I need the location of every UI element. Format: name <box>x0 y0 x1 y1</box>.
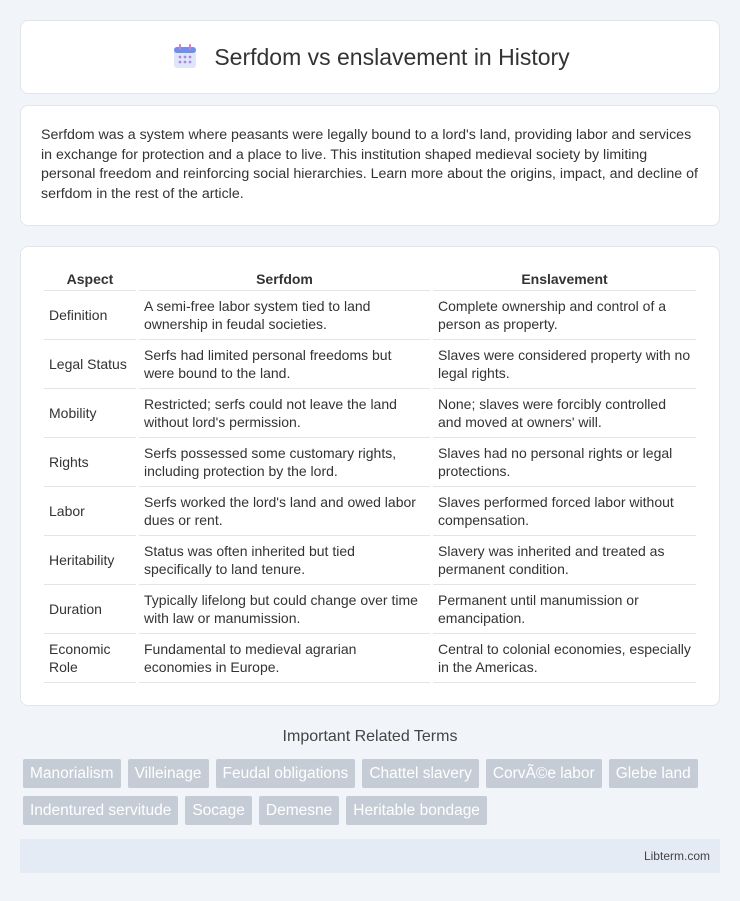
table-row <box>44 585 696 634</box>
aspect-cell: Rights <box>44 438 136 487</box>
serfdom-cell: A semi-free labor system tied to land ownership in feudal societies. <box>139 291 430 340</box>
table-row <box>44 634 696 683</box>
serfdom-cell: Serfs worked the lord's land and owed labor dues or rent. <box>139 487 430 536</box>
enslavement-cell: Slaves performed forced labor without compensation. <box>433 487 696 536</box>
footer-brand[interactable]: Libterm.com <box>643 849 710 863</box>
column-header-enslavement: Enslavement <box>433 268 696 291</box>
aspect-cell: Economic Role <box>44 634 136 683</box>
enslavement-cell: Slaves were considered property with no legal rights. <box>433 340 696 389</box>
enslavement-cell: None; slaves were forcibly controlled and moved at owners' will. <box>433 389 696 438</box>
enslavement-cell: Slavery was inherited and treated as permanent condition. <box>433 536 696 585</box>
aspect-cell: Labor <box>44 487 136 536</box>
serfdom-cell: Typically lifelong but could change over time with law or manumission. <box>139 585 430 634</box>
table-row <box>44 536 696 585</box>
table-row <box>44 438 696 487</box>
aspect-cell: Duration <box>44 585 136 634</box>
related-term-tag[interactable]: Socage <box>185 796 252 825</box>
serfdom-cell: Status was often inherited but tied specifically to land tenure. <box>139 536 430 585</box>
intro-section <box>20 105 720 226</box>
column-header-serfdom: Serfdom <box>139 268 430 291</box>
related-term-tag[interactable]: CorvÃ©e labor <box>486 759 602 788</box>
page-title: Serfdom vs enslavement in History <box>214 43 570 70</box>
table-row <box>44 340 696 389</box>
related-term-tag[interactable]: Glebe land <box>609 759 698 788</box>
aspect-cell: Definition <box>44 291 136 340</box>
related-term-tag[interactable]: Manorialism <box>23 759 121 788</box>
serfdom-cell: Serfs possessed some customary rights, including protection by the lord. <box>139 438 430 487</box>
footer <box>20 839 720 873</box>
page-header <box>20 20 720 94</box>
table-row <box>44 487 696 536</box>
aspect-cell: Mobility <box>44 389 136 438</box>
table-row <box>44 389 696 438</box>
serfdom-cell: Serfs had limited personal freedoms but were bound to the land. <box>139 340 430 389</box>
enslavement-cell: Central to colonial economies, especially in the Americas. <box>433 634 696 683</box>
related-term-tag[interactable]: Demesne <box>259 796 339 825</box>
related-term-tag[interactable]: Heritable bondage <box>346 796 487 825</box>
related-terms-title: Important Related Terms <box>282 728 458 745</box>
table-header-row <box>44 268 696 291</box>
aspect-cell: Legal Status <box>44 340 136 389</box>
comparison-section <box>20 246 720 706</box>
related-term-tag[interactable]: Chattel slavery <box>362 759 479 788</box>
enslavement-cell: Complete ownership and control of a person as property. <box>433 291 696 340</box>
related-term-tag[interactable]: Villeinage <box>128 759 209 788</box>
comparison-table <box>41 268 699 683</box>
table-row <box>44 291 696 340</box>
calendar-icon <box>170 42 200 72</box>
serfdom-cell: Restricted; serfs could not leave the land without lord's permission. <box>139 389 430 438</box>
related-terms-list <box>23 759 720 825</box>
intro-text: Serfdom was a system where peasants were legally bound to a lord's land, providing labor and services in exchange for protection and a place to live. This institution shaped medieval society by limiting personal freedom and reinforcing social hierarchies. Learn more about the origins, impact, and decline of serfdom in the rest of the article. <box>41 127 698 202</box>
related-term-tag[interactable]: Indentured servitude <box>23 796 178 825</box>
related-term-tag[interactable]: Feudal obligations <box>216 759 356 788</box>
aspect-cell: Heritability <box>44 536 136 585</box>
enslavement-cell: Slaves had no personal rights or legal protections. <box>433 438 696 487</box>
table-body <box>44 291 696 683</box>
column-header-aspect: Aspect <box>44 268 136 291</box>
enslavement-cell: Permanent until manumission or emancipation. <box>433 585 696 634</box>
serfdom-cell: Fundamental to medieval agrarian economies in Europe. <box>139 634 430 683</box>
